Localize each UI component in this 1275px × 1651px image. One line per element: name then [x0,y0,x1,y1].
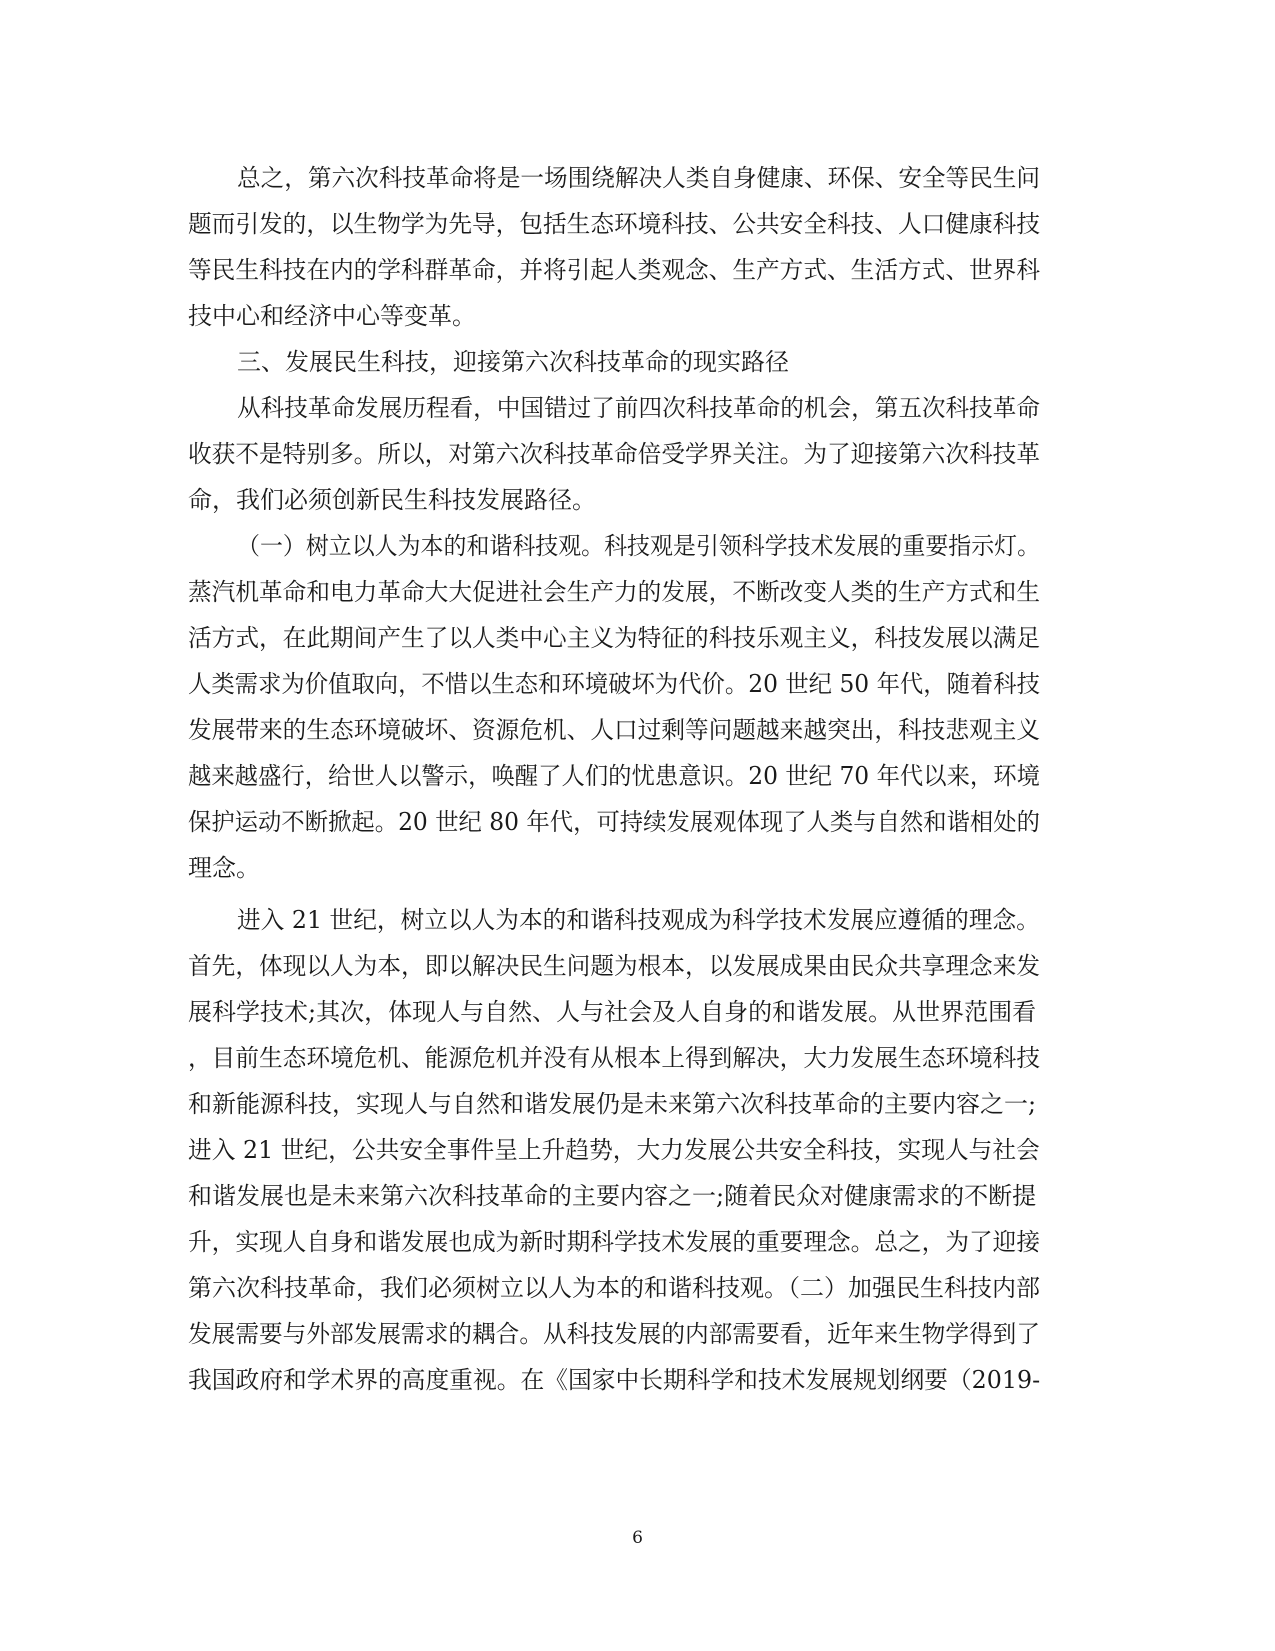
text-line: 人类需求为价值取向，不惜以生态和环境破坏为代价。20 世纪 50 年代，随着科技 [188,670,1040,698]
text-line: 进入 21 世纪，公共安全事件呈上升趋势，大力发展公共安全科技，实现人与社会 [188,1136,1040,1164]
text-line: 总之，第六次科技革命将是一场围绕解决人类自身健康、环保、安全等民生问 [237,164,1041,192]
text-line: 收获不是特别多。所以，对第六次科技革命倍受学界关注。为了迎接第六次科技革 [188,440,1040,468]
page-number: 6 [632,1528,643,1548]
text-line: 从科技革命发展历程看，中国错过了前四次科技革命的机会，第五次科技革命 [237,394,1041,422]
text-line: ，目前生态环境危机、能源危机并没有从根本上得到解决，大力发展生态环境科技 [188,1044,1040,1072]
text-line: 保护运动不断掀起。20 世纪 80 年代，可持续发展观体现了人类与自然和谐相处的 [188,808,1040,836]
text-line: 和谐发展也是未来第六次科技革命的主要内容之一;随着民众对健康需求的不断提 [188,1182,1037,1210]
text-line: 我国政府和学术界的高度重视。在《国家中长期科学和技术发展规划纲要（2019- [188,1366,1041,1394]
text-line: 展科学技术;其次，体现人与自然、人与社会及人自身的和谐发展。从世界范围看 [188,998,1037,1026]
text-line: （一）树立以人为本的和谐科技观。科技观是引领科学技术发展的重要指示灯。 [237,532,1041,560]
section-heading: 三、发展民生科技，迎接第六次科技革命的现实路径 [237,348,789,376]
text-line: 技中心和经济中心等变革。 [188,302,476,330]
text-line: 活方式，在此期间产生了以人类中心主义为特征的科技乐观主义，科技发展以满足 [188,624,1040,652]
text-line: 等民生科技在内的学科群革命，并将引起人类观念、生产方式、生活方式、世界科 [188,256,1040,284]
text-line: 发展需要与外部发展需求的耦合。从科技发展的内部需要看，近年来生物学得到了 [188,1320,1040,1348]
text-line: 和新能源科技，实现人与自然和谐发展仍是未来第六次科技革命的主要内容之一; [188,1090,1037,1118]
text-line: 首先，体现以人为本，即以解决民生问题为根本，以发展成果由民众共享理念来发 [188,952,1040,980]
text-line: 越来越盛行，给世人以警示，唤醒了人们的忧患意识。20 世纪 70 年代以来，环境 [188,762,1040,790]
text-line: 蒸汽机革命和电力革命大大促进社会生产力的发展，不断改变人类的生产方式和生 [188,578,1040,606]
text-line: 题而引发的，以生物学为先导，包括生态环境科技、公共安全科技、人口健康科技 [188,210,1040,238]
text-line: 发展带来的生态环境破坏、资源危机、人口过剩等问题越来越突出，科技悲观主义 [188,716,1040,744]
text-line: 命，我们必须创新民生科技发展路径。 [188,486,596,514]
text-line: 进入 21 世纪，树立以人为本的和谐科技观成为科学技术发展应遵循的理念。 [237,906,1040,934]
text-line: 理念。 [188,854,260,882]
text-line: 第六次科技革命，我们必须树立以人为本的和谐科技观。（二）加强民生科技内部 [188,1274,1040,1302]
text-line: 升，实现人自身和谐发展也成为新时期科学技术发展的重要理念。总之，为了迎接 [188,1228,1040,1256]
